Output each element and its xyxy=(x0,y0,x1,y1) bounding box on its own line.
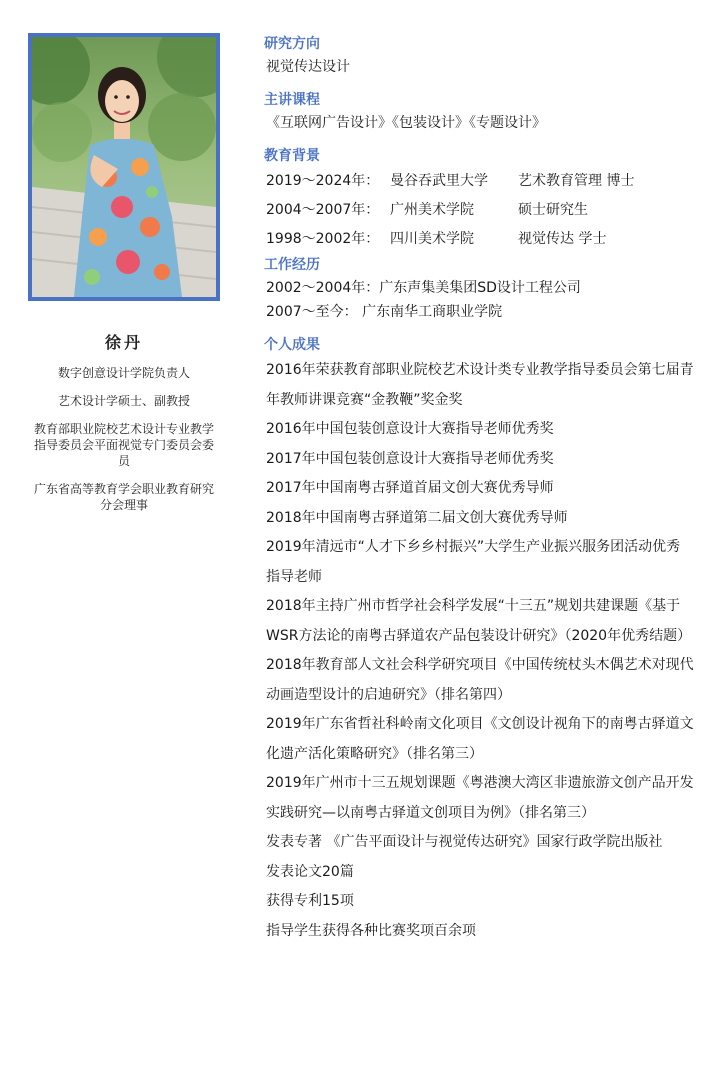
education-years: 2019～2024年： xyxy=(266,173,380,189)
education-degree: 艺术教育管理 博士 xyxy=(518,173,635,189)
achievement-item: 指导学生获得各种比赛奖项百余项 xyxy=(266,922,476,939)
education-row xyxy=(264,167,694,196)
education-row xyxy=(264,196,694,225)
courses-content: 《互联网广告设计》《包装设计》《专题设计》 xyxy=(266,115,546,131)
role-line: 艺术设计学硕士、副教授 xyxy=(57,394,190,408)
portrait-illustration xyxy=(32,37,216,297)
achievement-item: 2019年广州市十三五规划课题《粤港澳大湾区非遗旅游文创产品开发实践研究—以南粤古驿道文创项目为例》（排名第三） xyxy=(266,775,694,821)
section-title-courses: 主讲课程 xyxy=(264,92,320,108)
achievement-item: 获得专利15项 xyxy=(266,893,354,909)
research-content: 视觉传达设计 xyxy=(266,59,350,75)
achievement-item: 发表论文20篇 xyxy=(266,863,354,880)
education-section xyxy=(264,145,694,254)
education-school: 曼谷吞武里大学 xyxy=(390,173,488,189)
section-title-education: 教育背景 xyxy=(264,148,320,164)
section-title-achievements: 个人成果 xyxy=(264,337,320,353)
work-section xyxy=(264,254,694,324)
education-degree: 硕士研究生 xyxy=(518,202,588,218)
education-years: 2004～2007年： xyxy=(266,202,380,218)
achievement-item: 2017年中国包装创意设计大赛指导老师优秀奖 xyxy=(266,450,554,467)
section-title-research: 研究方向 xyxy=(264,36,320,52)
courses-section xyxy=(264,89,694,135)
achievement-item: 2019年广东省哲社科岭南文化项目《文创设计视角下的南粤古驿道文化遗产活化策略研究》（排名第三） xyxy=(266,716,694,762)
person-name: 徐丹 xyxy=(104,333,143,352)
achievement-item: 2016年中国包装创意设计大赛指导老师优秀奖 xyxy=(266,421,554,437)
achievements-section xyxy=(264,334,694,946)
education-school: 广州美术学院 xyxy=(390,202,474,218)
achievement-item: 2016年荣获教育部职业院校艺术设计类专业教学指导委员会第七届青年教师讲课竞赛“金教鞭”奖金奖 xyxy=(266,362,694,408)
education-school: 四川美术学院 xyxy=(390,231,474,247)
education-years: 1998～2002年： xyxy=(266,231,380,247)
profile-details xyxy=(264,33,694,946)
achievement-item: 2018年中国南粤古驿道第二届文创大赛优秀导师 xyxy=(266,509,568,526)
section-title-work: 工作经历 xyxy=(264,257,320,273)
work-item: 2002～2004年：广东声集美集团SD设计工程公司 xyxy=(266,280,581,296)
achievement-item: 2018年教育部人文社会科学研究项目《中国传统杖头木偶艺术对现代动画造型设计的启迪研究》（排名第四） xyxy=(266,657,694,703)
achievement-item: 2017年中国南粤古驿道首届文创大赛优秀导师 xyxy=(266,480,554,496)
profile-photo xyxy=(28,33,220,301)
role-line: 广东省高等教育学会职业教育研究分会理事 xyxy=(34,482,215,512)
role-line: 教育部职业院校艺术设计专业教学指导委员会平面视觉专门委员会委员 xyxy=(34,422,215,468)
role-line: 数字创意设计学院负责人 xyxy=(57,366,190,380)
work-item: 2007～至今： 广东南华工商职业学院 xyxy=(266,304,503,320)
profile-summary xyxy=(28,330,220,525)
education-row xyxy=(264,225,694,254)
achievement-item: 2018年主持广州市哲学社会科学发展“十三五”规划共建课题《基于WSR方法论的南粤古驿道农产品包装设计研究》（2020年优秀结题） xyxy=(266,598,692,644)
education-degree: 视觉传达 学士 xyxy=(518,231,607,247)
achievement-item: 2019年清远市“人才下乡乡村振兴”大学生产业振兴服务团活动优秀指导老师 xyxy=(266,539,681,585)
research-section xyxy=(264,33,694,79)
achievement-item: 发表专著 《广告平面设计与视觉传达研究》国家行政学院出版社 xyxy=(266,834,663,850)
